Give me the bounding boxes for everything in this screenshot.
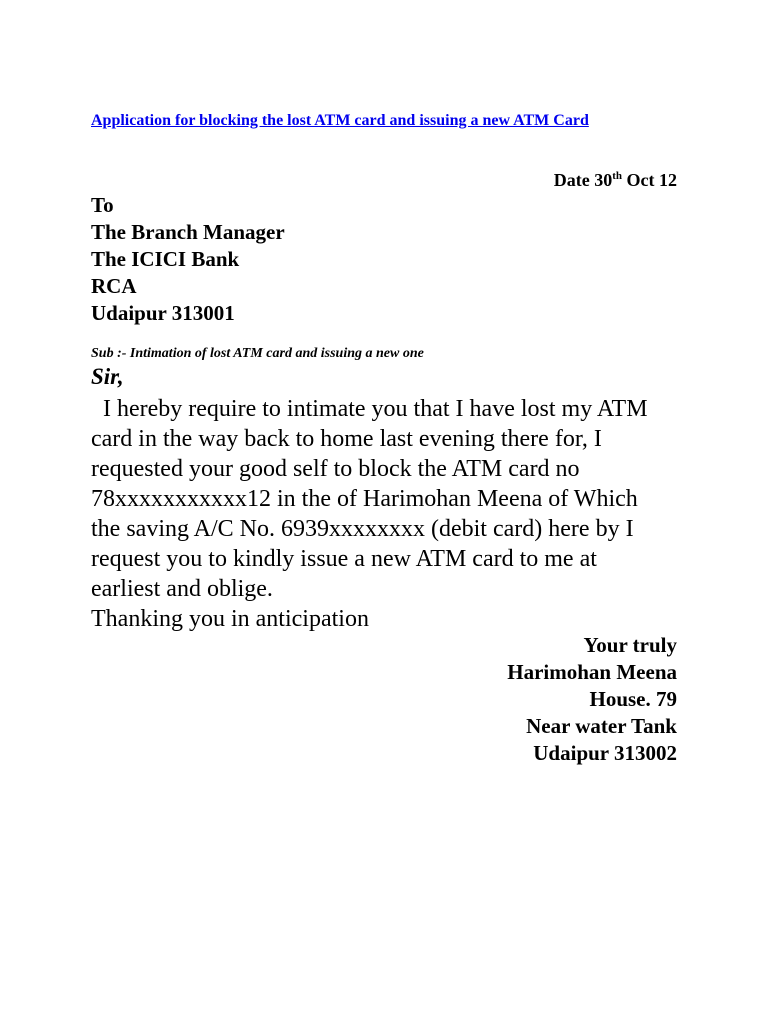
body-line: requested your good self to block the ATM card no [91,456,580,482]
address-line-branch: RCA [91,274,137,298]
title-link[interactable]: Application for blocking the lost ATM card and issuing a new ATM Card [91,112,589,129]
body-line: I hereby require to intimate you that I have lost my ATM [91,396,648,422]
date-suffix: Oct 12 [622,170,677,190]
signature-closing: Your truly [583,633,677,657]
signature-house: House. 79 [589,687,677,711]
address-line-bank: The ICICI Bank [91,247,240,271]
letter-body [91,394,691,634]
date-superscript: th [612,170,623,182]
signature-block [507,632,677,767]
body-line: request you to kindly issue a new ATM card to me at [91,546,597,572]
address-line-recipient: The Branch Manager [91,220,285,244]
subject-line: Sub :- Intimation of lost ATM card and issuing a new one [91,346,424,361]
body-line-thanks: Thanking you in anticipation [91,606,369,632]
address-line-to: To [91,193,114,217]
address-line-city: Udaipur 313001 [91,301,235,325]
date-line [554,170,677,191]
body-line: earliest and oblige. [91,576,273,602]
recipient-address [91,192,285,327]
salutation: Sir, [91,364,124,389]
date-prefix: Date 30 [553,170,613,190]
signature-landmark: Near water Tank [526,714,677,738]
body-line: 78xxxxxxxxxxx12 in the of Harimohan Meena of Which [91,486,638,512]
body-line: the saving A/C No. 6939xxxxxxxx (debit card) here by I [91,516,634,542]
signature-name: Harimohan Meena [507,660,677,684]
body-line: card in the way back to home last evening there for, I [91,426,602,452]
signature-city: Udaipur 313002 [533,741,677,765]
